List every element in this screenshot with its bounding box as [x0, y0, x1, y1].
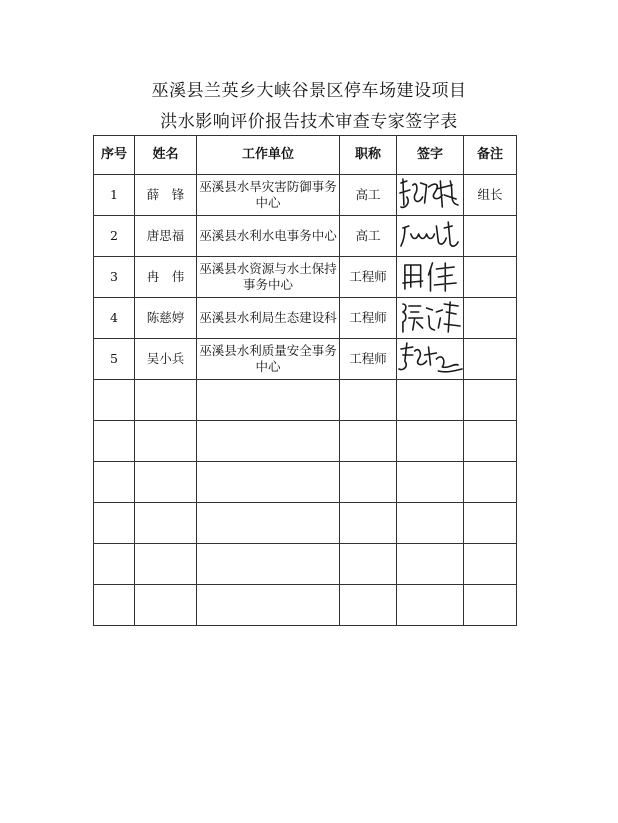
empty-cell — [397, 462, 464, 503]
empty-cell — [197, 421, 340, 462]
empty-cell — [340, 421, 397, 462]
empty-cell — [340, 380, 397, 421]
signature-scribble-2 — [397, 216, 463, 256]
empty-cell — [197, 462, 340, 503]
empty-row — [94, 503, 517, 544]
empty-cell — [197, 380, 340, 421]
table-row — [94, 257, 517, 298]
expert-signature-table — [93, 135, 517, 626]
row-note: 组长 — [464, 175, 517, 216]
empty-cell — [464, 585, 517, 626]
row-unit: 巫溪县水利局生态建设科 — [197, 298, 340, 339]
row-note — [464, 216, 517, 257]
row-name: 冉 伟 — [135, 257, 197, 298]
empty-cell — [94, 585, 135, 626]
empty-row — [94, 421, 517, 462]
row-no: 1 — [94, 175, 135, 216]
empty-row — [94, 380, 517, 421]
row-title: 工程师 — [340, 339, 397, 380]
empty-cell — [197, 503, 340, 544]
empty-row — [94, 544, 517, 585]
handwritten-signature — [397, 257, 464, 298]
empty-cell — [397, 421, 464, 462]
row-unit: 巫溪县水旱灾害防御事务中心 — [197, 175, 340, 216]
header-title: 职称 — [340, 136, 397, 175]
handwritten-signature — [397, 339, 464, 380]
header-unit: 工作单位 — [197, 136, 340, 175]
row-unit: 巫溪县水利质量安全事务中心 — [197, 339, 340, 380]
signature-scribble-3 — [397, 257, 463, 297]
empty-cell — [397, 585, 464, 626]
row-name: 吴小兵 — [135, 339, 197, 380]
empty-cell — [197, 544, 340, 585]
header-no: 序号 — [94, 136, 135, 175]
empty-cell — [135, 585, 197, 626]
row-note — [464, 339, 517, 380]
table-row — [94, 175, 517, 216]
empty-cell — [340, 585, 397, 626]
empty-cell — [340, 503, 397, 544]
empty-cell — [135, 462, 197, 503]
handwritten-signature — [397, 216, 464, 257]
empty-cell — [94, 462, 135, 503]
header-signature: 签字 — [397, 136, 464, 175]
handwritten-signature — [397, 298, 464, 339]
row-title: 工程师 — [340, 298, 397, 339]
header-row — [94, 136, 517, 175]
row-name: 陈慈婷 — [135, 298, 197, 339]
row-unit: 巫溪县水资源与水土保持事务中心 — [197, 257, 340, 298]
empty-cell — [464, 503, 517, 544]
header-note: 备注 — [464, 136, 517, 175]
empty-cell — [135, 503, 197, 544]
empty-cell — [135, 544, 197, 585]
empty-cell — [94, 503, 135, 544]
row-no: 3 — [94, 257, 135, 298]
empty-cell — [197, 585, 340, 626]
empty-cell — [340, 544, 397, 585]
signature-scribble-1 — [397, 175, 463, 215]
document-title-line-2: 洪水影响评价报告技术审查专家签字表 — [160, 112, 458, 132]
empty-cell — [464, 421, 517, 462]
empty-cell — [464, 544, 517, 585]
empty-cell — [94, 421, 135, 462]
row-note — [464, 257, 517, 298]
signature-scribble-4 — [397, 298, 463, 338]
row-no: 4 — [94, 298, 135, 339]
empty-cell — [135, 421, 197, 462]
empty-cell — [135, 380, 197, 421]
row-no: 5 — [94, 339, 135, 380]
header-name: 姓名 — [135, 136, 197, 175]
row-title: 工程师 — [340, 257, 397, 298]
row-note — [464, 298, 517, 339]
row-name: 薛 锋 — [135, 175, 197, 216]
empty-cell — [464, 462, 517, 503]
empty-cell — [397, 503, 464, 544]
row-title: 高工 — [340, 175, 397, 216]
signature-scribble-5 — [397, 339, 463, 379]
row-title: 高工 — [340, 216, 397, 257]
row-no: 2 — [94, 216, 135, 257]
empty-cell — [397, 544, 464, 585]
row-unit: 巫溪县水利水电事务中心 — [197, 216, 340, 257]
empty-cell — [340, 462, 397, 503]
handwritten-signature — [397, 175, 464, 216]
empty-cell — [397, 380, 464, 421]
table-row — [94, 216, 517, 257]
empty-cell — [94, 544, 135, 585]
empty-row — [94, 585, 517, 626]
empty-row — [94, 462, 517, 503]
table-row — [94, 339, 517, 380]
empty-cell — [464, 380, 517, 421]
row-name: 唐思福 — [135, 216, 197, 257]
empty-cell — [94, 380, 135, 421]
table-row — [94, 298, 517, 339]
document-title-line-1: 巫溪县兰英乡大峡谷景区停车场建设项目 — [151, 81, 467, 101]
